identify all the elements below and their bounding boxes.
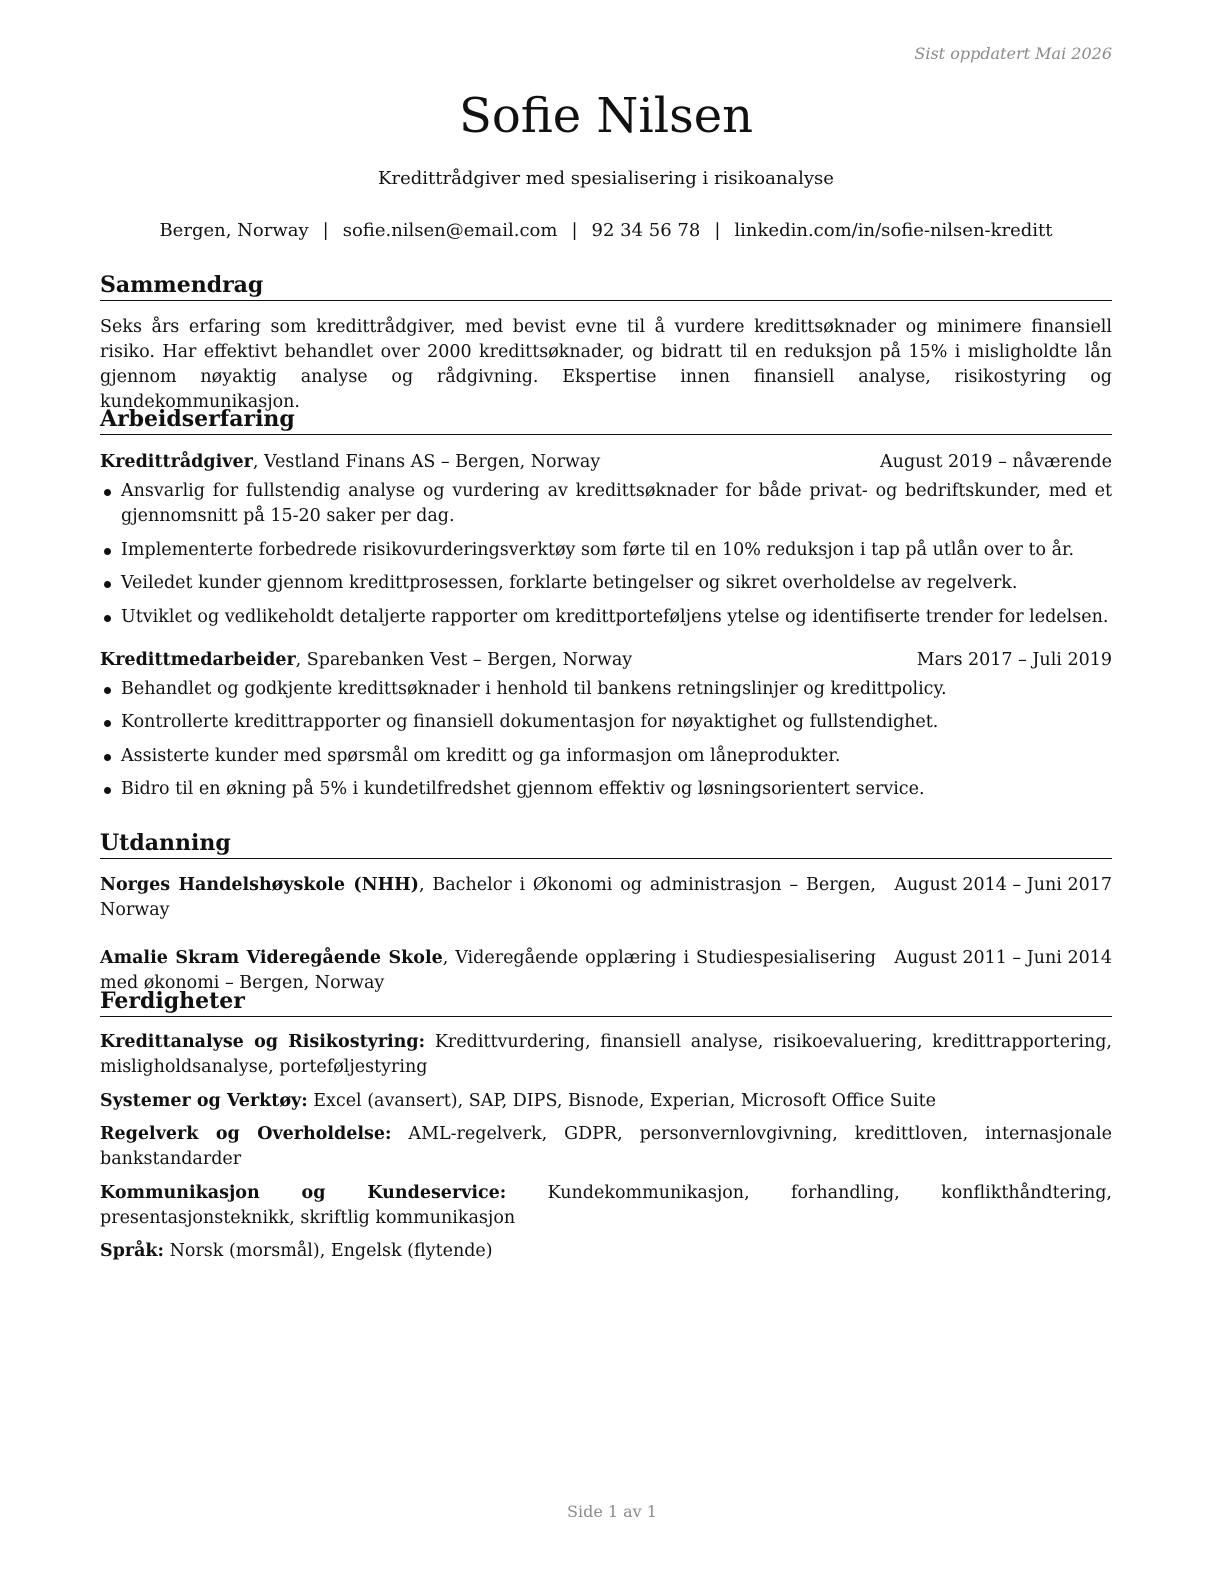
list-item: Veiledet kunder gjennom kredittprosessen, forklarte betingelser og sikret overholdelse av regelverk. [100, 571, 1112, 596]
separator: | [571, 220, 578, 241]
tagline: Kredittrådgiver med spesialisering i risikoanalyse [378, 168, 834, 189]
list-item: Implementerte forbedrede risikovurderingsverktøy som førte til en 10% reduksjon i tap på utlån over to år. [100, 538, 1112, 563]
skill-text: Norsk (morsmål), Engelsk (flytende) [164, 1241, 493, 1261]
skill-label: Kommunikasjon og Kundeservice: [100, 1182, 507, 1203]
contact-location: Bergen, Norway [159, 220, 309, 241]
contact-phone: 92 34 56 78 [591, 220, 701, 241]
section-heading: Sammendrag [100, 271, 1112, 301]
school-name: Norges Handelshøyskole (NHH) [100, 875, 419, 895]
education-section [100, 829, 1112, 996]
job-org: , Vestland Finans AS – Bergen, Norway [252, 452, 601, 472]
job-bullets [100, 479, 1112, 630]
skill-text: Excel (avansert), SAP, DIPS, Bisnode, Experian, Microsoft Office Suite [307, 1090, 937, 1111]
job-org: , Sparebanken Vest – Bergen, Norway [295, 649, 633, 670]
skill-label: Regelverk og Overholdelse: [100, 1124, 392, 1144]
skill-label: Kredittanalyse og Risikostyring: [100, 1032, 426, 1052]
job-entry [100, 450, 1112, 630]
job-header [100, 450, 1112, 475]
skills-list [100, 1030, 1112, 1264]
section-heading: Utdanning [100, 829, 1112, 859]
education-dates: August 2014 – Juni 2017 [894, 875, 1112, 895]
list-item: Utviklet og vedlikeholdt detaljerte rapporter om kredittporteføljens ytelse og identifiserte trender for ledelsen. [100, 605, 1112, 630]
summary-section [100, 271, 1112, 415]
skill-row [100, 1122, 1112, 1172]
skill-row [100, 1030, 1112, 1080]
job-entry [100, 648, 1112, 803]
skill-row [100, 1239, 1112, 1264]
education-entry [100, 873, 1112, 923]
separator: | [714, 220, 721, 241]
separator: | [322, 220, 329, 241]
list-item: Assisterte kunder med spørsmål om kreditt og ga informasjon om låneprodukter. [100, 744, 1112, 769]
section-heading: Arbeidserfaring [100, 405, 1112, 435]
skill-label: Språk: [100, 1241, 165, 1261]
education-dates: August 2011 – Juni 2014 [894, 948, 1112, 968]
job-dates: Mars 2017 – Juli 2019 [916, 649, 1112, 670]
list-item: Ansvarlig for fullstendig analyse og vurdering av kredittsøknader for både privat- og bedriftskunder, med et gjennomsnitt på 15-20 saker per dag. [100, 479, 1112, 529]
skills-section [100, 987, 1112, 1273]
job-header [100, 648, 1112, 673]
skill-text: Kredittvurdering, finansiell analyse, risikoevaluering, kredittrapportering, misligholdsanalyse, porteføljestyring [100, 1032, 1112, 1077]
page-number: Side 1 av 1 [567, 1502, 657, 1521]
job-title: Kredittrådgiver [100, 452, 253, 472]
skill-label: Systemer og Verktøy: [100, 1090, 308, 1111]
skill-row [100, 1089, 1112, 1114]
contact-line [100, 220, 1112, 241]
contact-linkedin[interactable]: linkedin.com/in/sofie-nilsen-kreditt [734, 220, 1053, 241]
degree-detail: , Videregående opplæring i Studiespesialisering med økonomi – Bergen, Norway [100, 948, 876, 993]
skill-text: AML-regelverk, GDPR, personvernlovgivning, kredittloven, internasjonale bankstandarder [100, 1124, 1113, 1169]
job-dates: August 2019 – nåværende [880, 452, 1112, 472]
job-bullets [100, 677, 1112, 803]
degree-detail: , Bachelor i Økonomi og administrasjon – Bergen, Norway [100, 875, 876, 920]
last-updated: Sist oppdatert Mai 2026 [914, 44, 1112, 63]
job-title: Kredittmedarbeider [100, 649, 296, 670]
section-heading: Ferdigheter [100, 987, 1112, 1017]
school-name: Amalie Skram Videregående Skole [100, 948, 443, 968]
candidate-name: Sofie Nilsen [458, 88, 754, 144]
list-item: Bidro til en økning på 5% i kundetilfredshet gjennom effektiv og løsningsorientert service. [100, 777, 1112, 802]
skill-row [100, 1181, 1112, 1231]
summary-text: Seks års erfaring som kredittrådgiver, med bevist evne til å vurdere kredittsøknader og minimere finansiell risiko. Har effektivt behandlet over 2000 kredittsøknader, og bidratt til en reduksjon på 15% i misligholdte lån gjennom nøyaktig analyse og rådgivning. Ekspertise innen finansiell analyse, risikostyring og kundekommunikasjon. [100, 317, 1112, 412]
skill-text: Kundekommunikasjon, forhandling, konflikthåndtering, presentasjonsteknikk, skriftlig kommunikasjon [100, 1182, 1112, 1228]
list-item: Kontrollerte kredittrapporter og finansiell dokumentasjon for nøyaktighet og fullstendighet. [100, 710, 1112, 735]
contact-email[interactable]: sofie.nilsen@email.com [342, 220, 558, 241]
experience-section [100, 405, 1112, 811]
list-item: Behandlet og godkjente kredittsøknader i henhold til bankens retningslinjer og kredittpolicy. [100, 677, 1112, 702]
